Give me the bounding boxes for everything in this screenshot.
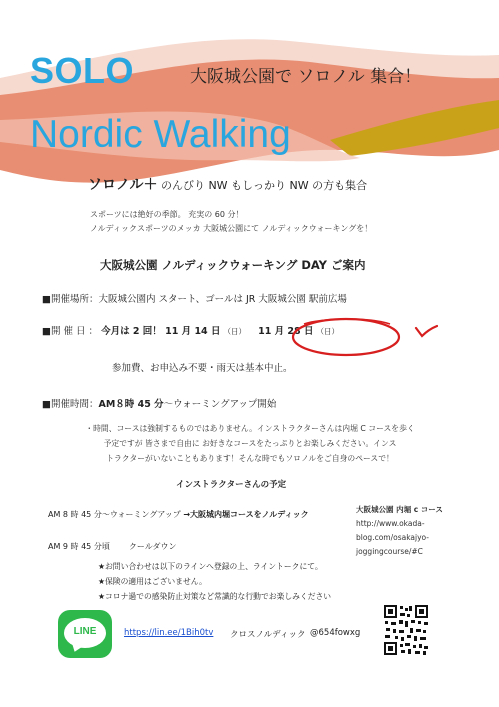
- fee-line: 参加費、お申込み不要・雨天は基本中止。: [112, 363, 293, 374]
- notice-3: ★コロナ過での感染防止対策など常識的な行動でお楽しみください: [98, 592, 332, 601]
- qr-code[interactable]: [383, 604, 429, 656]
- line-account-id: @654fowxg: [310, 628, 361, 638]
- notice-2: ★保険の適用はございません。: [98, 577, 207, 586]
- note-line-2: 予定ですが 皆さまで自由に お好きなコースをたっぷりとお楽しみください。インス: [103, 439, 397, 448]
- time-line: [42, 396, 276, 410]
- line-link[interactable]: https://lin.ee/1Bih0tv: [124, 628, 214, 638]
- schedule-row-1-activity: →大阪城内堀コースをノルディック: [183, 510, 309, 519]
- note-block: [70, 421, 430, 466]
- background-waves: [0, 0, 499, 200]
- blog-url-1: http://www.okada-: [356, 519, 425, 528]
- time-label: ■開催時間：: [42, 399, 99, 410]
- date-1: 今月は 2 回！ 11 月 14 日: [101, 326, 221, 337]
- blog-url-3: joggingcourse/#C: [356, 547, 423, 556]
- solo-title: SOLO: [30, 50, 135, 91]
- venue-line: ■開催場所：大阪城公園内 スタート、ゴールは JR 大阪城公園 駅前広場: [42, 294, 347, 305]
- subtitle: [88, 174, 367, 194]
- blog-course-info: [356, 503, 443, 559]
- blog-url-2: blog.com/osakajyo-: [356, 533, 429, 542]
- lead-text: [90, 208, 372, 236]
- line-account-name: クロスノルディック: [230, 630, 306, 640]
- headline: 大阪城公園で ソロノル 集合！: [190, 67, 422, 87]
- red-circle-highlight: [290, 316, 402, 358]
- time-value: AM８時 45 分: [98, 399, 164, 410]
- event-title: 大阪城公園 ノルディックウォーキング DAY ご案内: [100, 258, 366, 272]
- schedule-row-2-time: AM 9 時 45 分頃: [48, 542, 110, 551]
- note-line-3: トラクターがいないこともあります！そんな時でもソロノルをご自身のペースで！: [106, 454, 394, 463]
- date-2-dow: （日）: [316, 327, 339, 336]
- schedule-row-2: [48, 541, 176, 552]
- lead-line-1: スポーツには絶好の季節。 充実の 60 分！: [90, 210, 244, 219]
- time-rest: ～ウォーミングアップ開始: [163, 399, 277, 410]
- subtitle-brand: ソロノル＋: [88, 177, 158, 193]
- notice-1: ★お問い合わせは以下のラインへ登録の上、ライントークにて。: [98, 562, 323, 571]
- note-line-1: ・時間、コースは強制するものではありません。インストラクターさんは内堀 C コースを歩く: [85, 424, 415, 433]
- red-check-mark: [414, 320, 438, 340]
- nordic-walking-title: Nordic Walking: [30, 113, 291, 156]
- instructor-title: インストラクターさんの予定: [176, 480, 287, 490]
- line-app-icon[interactable]: [58, 610, 112, 658]
- dates-label: ■開 催 日 ：: [42, 326, 99, 337]
- lead-line-2: ノルディックスポーツのメッカ 大阪城公園にて ノルディックウォーキングを！: [90, 224, 373, 233]
- subtitle-text: のんびり NW もしっかり NW の方も集合: [160, 179, 368, 192]
- schedule-row-1-time: AM 8 時 45 分～ウォーミングアップ: [48, 510, 181, 519]
- notices: [98, 559, 331, 604]
- date-2: 11 月 28 日: [258, 326, 314, 337]
- line-icon-text: LINE: [73, 626, 97, 637]
- blog-title: 大阪城公園 内堀 c コース: [356, 505, 443, 514]
- schedule-row-2-activity: クールダウン: [128, 542, 177, 551]
- date-1-dow: （日）: [223, 327, 247, 336]
- schedule-row-1: [48, 509, 309, 520]
